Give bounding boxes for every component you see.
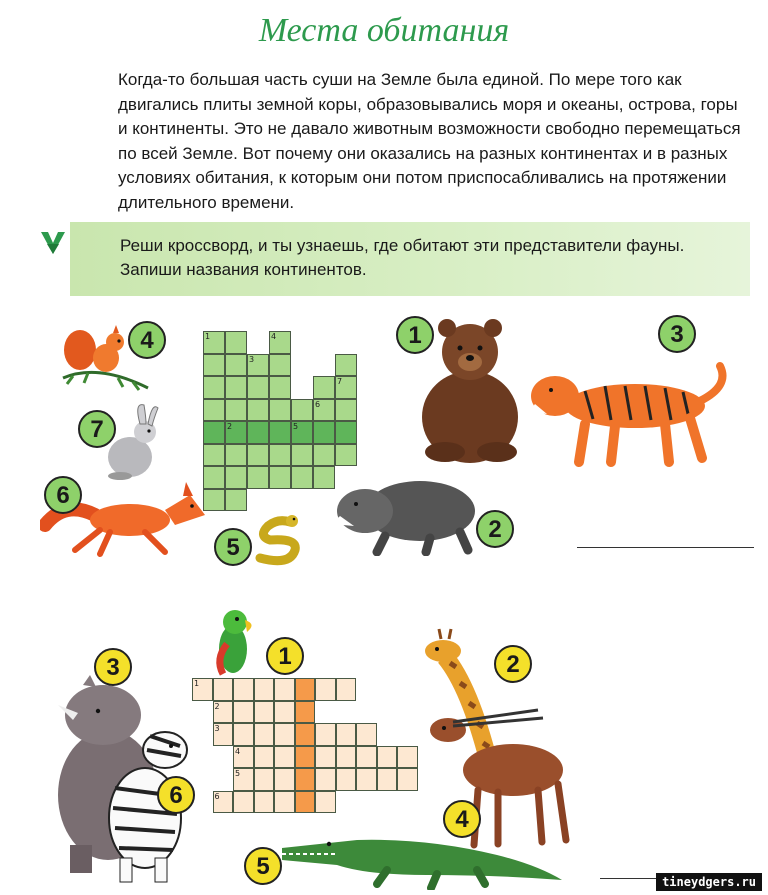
crossword-cell[interactable] bbox=[225, 399, 247, 422]
badge-6: 6 bbox=[157, 776, 195, 814]
crossword-cell[interactable] bbox=[295, 746, 316, 769]
crossword-cell[interactable] bbox=[274, 791, 295, 814]
badge-6: 6 bbox=[44, 476, 82, 514]
crossword-cell[interactable] bbox=[233, 791, 254, 814]
crossword-cell[interactable] bbox=[247, 466, 269, 489]
crossword-cell[interactable] bbox=[291, 466, 313, 489]
crossword-cell[interactable] bbox=[233, 723, 254, 746]
clue-number: 2 bbox=[227, 422, 233, 431]
crossword-cell[interactable] bbox=[335, 354, 357, 377]
badge-3: 3 bbox=[94, 648, 132, 686]
clue-number: 4 bbox=[235, 746, 241, 756]
clue-number: 3 bbox=[249, 354, 255, 364]
badge-7: 7 bbox=[78, 410, 116, 448]
crossword-cell[interactable] bbox=[225, 466, 247, 489]
crossword-cell[interactable] bbox=[291, 444, 313, 467]
crossword-cell[interactable] bbox=[335, 399, 357, 422]
crossword-cell[interactable] bbox=[254, 768, 275, 791]
crossword-cell[interactable] bbox=[295, 678, 316, 701]
crossword-cell[interactable] bbox=[315, 678, 336, 701]
crossword-cell[interactable] bbox=[274, 701, 295, 724]
crossword-cell[interactable] bbox=[225, 376, 247, 399]
crossword-cell[interactable] bbox=[295, 723, 316, 746]
crossword-cell[interactable] bbox=[336, 746, 357, 769]
crossword-cell[interactable] bbox=[269, 421, 291, 444]
crossword-cell[interactable] bbox=[203, 466, 225, 489]
clue-number: 2 bbox=[214, 701, 220, 711]
clue-number: 7 bbox=[337, 377, 343, 386]
crossword-cell[interactable] bbox=[254, 746, 275, 769]
crossword-cell[interactable] bbox=[274, 678, 295, 701]
crossword-cell[interactable] bbox=[203, 376, 225, 399]
crossword-cell[interactable] bbox=[247, 399, 269, 422]
crossword-cell[interactable] bbox=[335, 421, 357, 444]
crossword-cell[interactable] bbox=[336, 678, 357, 701]
badge-2: 2 bbox=[476, 510, 514, 548]
crossword-cell[interactable] bbox=[274, 723, 295, 746]
badge-1: 1 bbox=[396, 316, 434, 354]
crossword-cell[interactable] bbox=[269, 376, 291, 399]
tiger-image bbox=[525, 356, 735, 471]
crossword-cell[interactable] bbox=[269, 444, 291, 467]
crossword-cell[interactable] bbox=[315, 768, 336, 791]
clue-number: 5 bbox=[235, 769, 241, 778]
crossword-cell[interactable] bbox=[274, 746, 295, 769]
crossword-cell[interactable] bbox=[225, 444, 247, 467]
crossword-cell[interactable] bbox=[247, 376, 269, 399]
crossword-cell[interactable] bbox=[225, 331, 247, 354]
crossword-cell[interactable] bbox=[315, 791, 336, 814]
crossword-cell[interactable] bbox=[356, 723, 377, 746]
crossword-cell[interactable] bbox=[203, 354, 225, 377]
crocodile-image bbox=[277, 820, 567, 890]
crossword-cell[interactable] bbox=[356, 768, 377, 791]
answer-line-1[interactable] bbox=[577, 547, 754, 548]
crossword-cell[interactable] bbox=[377, 768, 398, 791]
clue-number: 5 bbox=[293, 422, 299, 431]
badge-2: 2 bbox=[494, 645, 532, 683]
crossword-cell[interactable] bbox=[295, 768, 316, 791]
crossword-cell[interactable] bbox=[247, 421, 269, 444]
crossword-cell[interactable] bbox=[397, 746, 418, 769]
clue-number: 4 bbox=[271, 332, 277, 341]
crossword-cell[interactable] bbox=[269, 466, 291, 489]
crossword-cell[interactable] bbox=[203, 444, 225, 467]
crossword-cell[interactable] bbox=[225, 489, 247, 512]
crossword-cell[interactable] bbox=[233, 701, 254, 724]
crossword-cell[interactable] bbox=[254, 723, 275, 746]
badge-4: 4 bbox=[443, 800, 481, 838]
crossword-cell[interactable] bbox=[233, 678, 254, 701]
badge-4: 4 bbox=[128, 321, 166, 359]
clue-number: 6 bbox=[214, 791, 220, 801]
clue-number: 3 bbox=[214, 724, 220, 733]
intro-paragraph: Когда-то большая часть суши на Земле была единой. По мере того как двигались плиты земной коры, образовывались моря и океаны, острова, горы и континенты. Это не давало животным возможности свободно перемещаться по всей Земле. Вот почему они оказались на разных континентах и в разных условиях обитания, к которым они потом приспосабливались на протяжении длительного времени. bbox=[118, 70, 741, 212]
page-title: Места обитания bbox=[258, 12, 510, 49]
badge-3: 3 bbox=[658, 315, 696, 353]
crossword-cell[interactable] bbox=[274, 768, 295, 791]
clue-number: 6 bbox=[315, 399, 321, 409]
crossword-cell[interactable] bbox=[313, 444, 335, 467]
crossword-cell[interactable] bbox=[269, 354, 291, 377]
crossword-cell[interactable] bbox=[269, 399, 291, 422]
badge-1: 1 bbox=[266, 637, 304, 675]
watermark: tineydgers.ru bbox=[656, 873, 762, 891]
crossword-cell[interactable] bbox=[315, 723, 336, 746]
crossword-cell[interactable] bbox=[315, 746, 336, 769]
parrot-image bbox=[205, 604, 260, 684]
crossword-cell[interactable] bbox=[295, 701, 316, 724]
checkmark-icon bbox=[38, 226, 68, 256]
crossword-cell[interactable] bbox=[295, 791, 316, 814]
crossword-cell[interactable] bbox=[335, 444, 357, 467]
crossword-cell[interactable] bbox=[247, 444, 269, 467]
snake-image bbox=[250, 508, 310, 568]
crossword-cell[interactable] bbox=[336, 768, 357, 791]
crossword-cell[interactable] bbox=[377, 746, 398, 769]
crossword-cell[interactable] bbox=[254, 701, 275, 724]
crossword-cell[interactable] bbox=[313, 466, 335, 489]
crossword-cell[interactable] bbox=[313, 376, 335, 399]
badge-5: 5 bbox=[214, 528, 252, 566]
crossword-cell[interactable] bbox=[313, 421, 335, 444]
task-instruction: Реши кроссворд, и ты узнаешь, где обитают эти представители фауны. Запиши названия континентов. bbox=[120, 236, 685, 279]
crossword-cell[interactable] bbox=[254, 791, 275, 814]
crossword-cell[interactable] bbox=[356, 746, 377, 769]
crossword-cell[interactable] bbox=[254, 678, 275, 701]
clue-number: 1 bbox=[194, 679, 200, 688]
badge-5: 5 bbox=[244, 847, 282, 885]
crossword-cell[interactable] bbox=[203, 421, 225, 444]
crossword-cell[interactable] bbox=[397, 768, 418, 791]
crossword-cell[interactable] bbox=[203, 489, 225, 512]
clue-number: 1 bbox=[205, 332, 211, 341]
crossword-cell[interactable] bbox=[291, 399, 313, 422]
crossword-cell[interactable] bbox=[213, 678, 234, 701]
crossword-cell[interactable] bbox=[336, 723, 357, 746]
crossword-cell[interactable] bbox=[225, 354, 247, 377]
wolverine-image bbox=[330, 466, 480, 556]
crossword-cell[interactable] bbox=[203, 399, 225, 422]
